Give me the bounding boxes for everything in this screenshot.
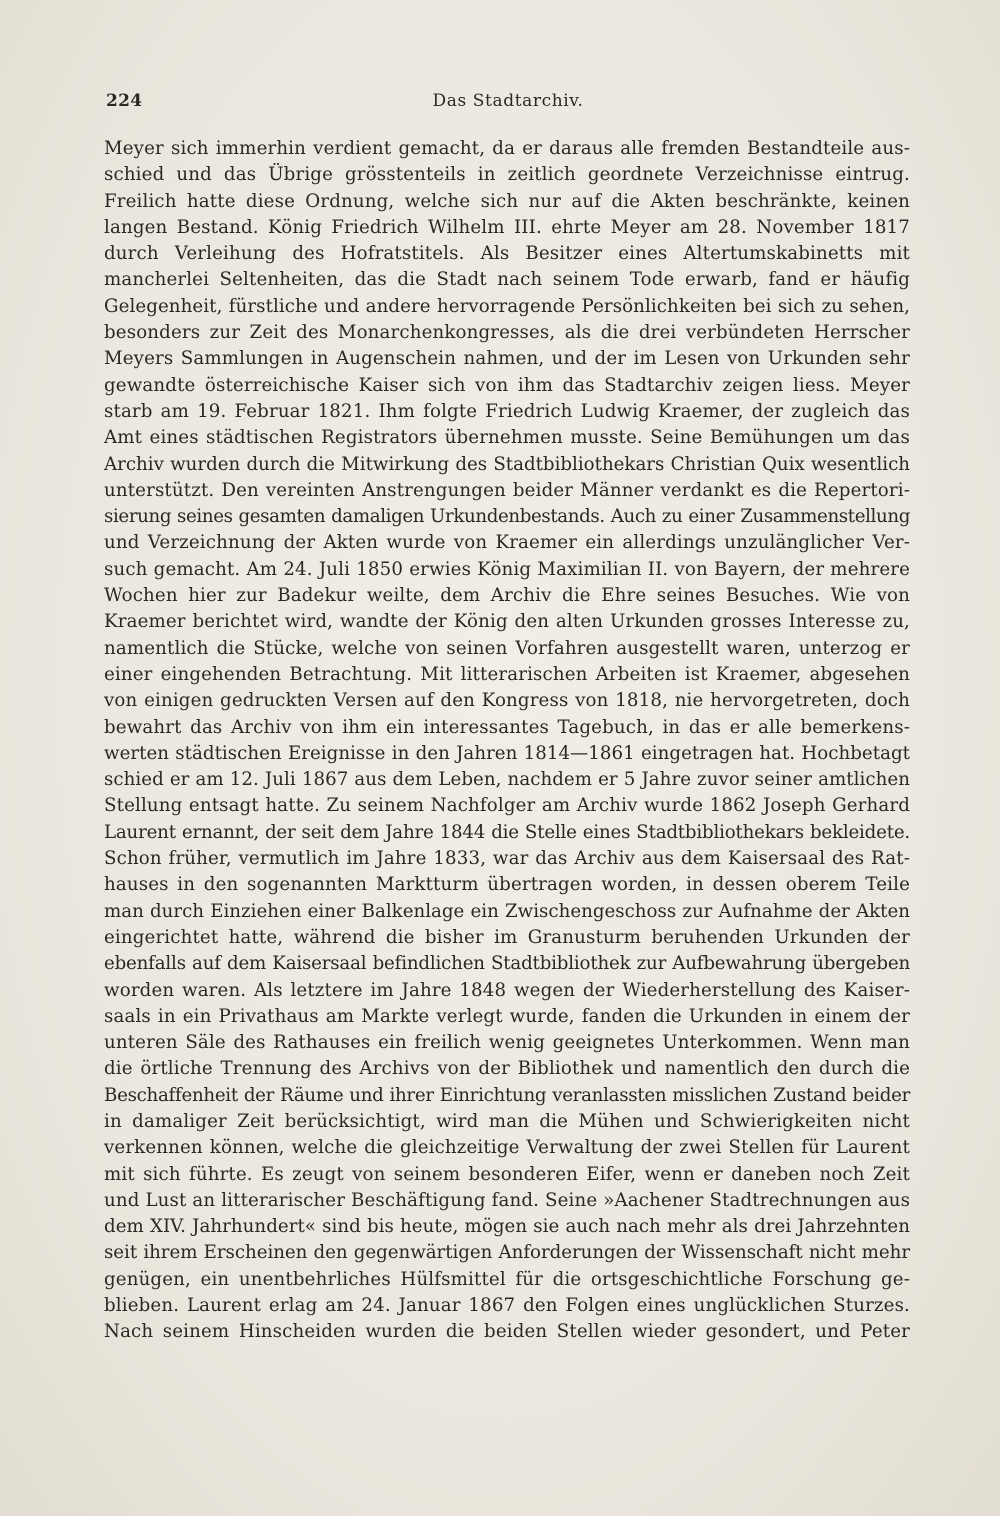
text-line: Freilich hatte diese Ordnung, welche sich nur auf die Akten beschränkte, keinen bbox=[104, 190, 910, 212]
text-line: sierung seines gesamten damaligen Urkundenbestands. Auch zu einer Zusammenstellung bbox=[104, 506, 910, 528]
text-line: mancherlei Seltenheiten, das die Stadt nach seinem Tode erwarb, fand er häufig bbox=[104, 269, 910, 291]
text-line: man durch Einziehen einer Balkenlage ein Zwischengeschoss zur Aufnahme der Akten bbox=[104, 900, 910, 922]
text-line: von einigen gedruckten Versen auf den Kongress von 1818, nie hervorgetreten, doch bbox=[104, 690, 910, 712]
text-line: gewandte österreichische Kaiser sich von ihm das Stadtarchiv zeigen liess. Meyer bbox=[104, 374, 910, 396]
text-line: eingerichtet hatte, während die bisher im Granusturm beruhenden Urkunden der bbox=[104, 926, 910, 948]
text-line: durch Verleihung des Hofratstitels. Als Besitzer eines Altertumskabinetts mit bbox=[104, 243, 910, 265]
text-line: die örtliche Trennung des Archivs von der Bibliothek und namentlich den durch die bbox=[104, 1058, 910, 1080]
text-line: genügen, ein unentbehrliches Hülfsmittel für die ortsgeschichtliche Forschung ge- bbox=[104, 1268, 910, 1290]
text-line: unterstützt. Den vereinten Anstrengungen beider Männer verdankt es die Repertori- bbox=[104, 479, 910, 501]
text-line: Beschaffenheit der Räume und ihrer Einrichtung veranlassten misslichen Zustand beider bbox=[104, 1084, 910, 1106]
text-line: Meyer sich immerhin verdient gemacht, da er daraus alle fremden Bestandteile aus- bbox=[104, 138, 910, 159]
running-title: Das Stadtarchiv. bbox=[432, 91, 584, 111]
text-line: und Verzeichnung der Akten wurde von Kraemer ein allerdings unzulänglicher Ver- bbox=[104, 532, 910, 554]
text-line: einer eingehenden Betrachtung. Mit litterarischen Arbeiten ist Kraemer, abgesehen bbox=[104, 663, 910, 685]
text-line: Amt eines städtischen Registrators übernehmen musste. Seine Bemühungen um das bbox=[104, 427, 910, 449]
text-line: Stellung entsagt hatte. Zu seinem Nachfolger am Archiv wurde 1862 Joseph Gerhard bbox=[104, 795, 910, 817]
text-line: schied und das Übrige grösstenteils in zeitlich geordnete Verzeichnisse eintrug. bbox=[104, 164, 910, 186]
text-line: worden waren. Als letztere im Jahre 1848 wegen der Wiederherstellung des Kaiser- bbox=[104, 979, 910, 1001]
text-line: in damaliger Zeit berücksichtigt, wird man die Mühen und Schwierigkeiten nicht bbox=[104, 1110, 910, 1132]
text-line: hauses in den sogenannten Marktturm übertragen worden, in dessen oberem Teile bbox=[104, 874, 910, 896]
text-line: werten städtischen Ereignisse in den Jahren 1814—1861 eingetragen hat. Hochbetagt bbox=[104, 742, 910, 764]
body-text bbox=[104, 136, 910, 1346]
text-line: namentlich die Stücke, welche von seinen Vorfahren ausgestellt waren, unterzog er bbox=[104, 637, 910, 659]
text-line: Wochen hier zur Badekur weilte, dem Archiv die Ehre seines Besuches. Wie von bbox=[104, 585, 910, 607]
text-line: mit sich führte. Es zeugt von seinem besonderen Eifer, wenn er daneben noch Zeit bbox=[104, 1163, 910, 1185]
text-line: Schon früher, vermutlich im Jahre 1833, war das Archiv aus dem Kaisersaal des Rat- bbox=[104, 848, 910, 870]
text-line: Gelegenheit, fürstliche und andere hervorragende Persönlichkeiten bei sich zu sehen, bbox=[104, 295, 910, 317]
text-line: Archiv wurden durch die Mitwirkung des Stadtbibliothekars Christian Quix wesentlich bbox=[104, 453, 910, 475]
text-line: Nach seinem Hinscheiden wurden die beiden Stellen wieder gesondert, und Peter bbox=[104, 1321, 910, 1343]
text-line: dem XIV. Jahrhundert« sind bis heute, mögen sie auch nach mehr als drei Jahrzehnten bbox=[104, 1216, 910, 1238]
text-line: blieben. Laurent erlag am 24. Januar 1867 den Folgen eines unglücklichen Sturzes. bbox=[104, 1295, 910, 1317]
text-line: unteren Säle des Rathauses ein freilich wenig geeignetes Unterkommen. Wenn man bbox=[104, 1032, 910, 1054]
text-line: seit ihrem Erscheinen den gegenwärtigen Anforderungen der Wissenschaft nicht mehr bbox=[104, 1242, 910, 1264]
text-line: schied er am 12. Juli 1867 aus dem Leben, nachdem er 5 Jahre zuvor seiner amtlichen bbox=[104, 769, 910, 791]
text-line: Meyers Sammlungen in Augenschein nahmen, und der im Lesen von Urkunden sehr bbox=[104, 348, 910, 370]
text-line: langen Bestand. König Friedrich Wilhelm III. ehrte Meyer am 28. November 1817 bbox=[104, 216, 910, 238]
text-line: starb am 19. Februar 1821. Ihm folgte Friedrich Ludwig Kraemer, der zugleich das bbox=[104, 400, 910, 422]
text-line: saals in ein Privathaus am Markte verlegt wurde, fanden die Urkunden in einem der bbox=[104, 1005, 910, 1027]
text-line: such gemacht. Am 24. Juli 1850 erwies König Maximilian II. von Bayern, der mehrere bbox=[104, 558, 910, 580]
text-line: Laurent ernannt, der seit dem Jahre 1844 die Stelle eines Stadtbibliothekars bekleidete. bbox=[104, 821, 910, 843]
text-line: ebenfalls auf dem Kaisersaal befindlichen Stadtbibliothek zur Aufbewahrung übergeben bbox=[104, 953, 910, 975]
text-line: bewahrt das Archiv von ihm ein interessantes Tagebuch, in das er alle bemerkens- bbox=[104, 716, 910, 738]
text-line: Kraemer berichtet wird, wandte der König den alten Urkunden grosses Interesse zu, bbox=[104, 611, 910, 633]
page-number: 224 bbox=[106, 91, 143, 111]
text-line: und Lust an litterarischer Beschäftigung fand. Seine »Aachener Stadtrechnungen aus bbox=[104, 1189, 911, 1211]
page-header bbox=[106, 86, 910, 116]
text-line: besonders zur Zeit des Monarchenkongresses, als die drei verbündeten Herrscher bbox=[104, 322, 910, 344]
text-line: verkennen können, welche die gleichzeitige Verwaltung der zwei Stellen für Laurent bbox=[104, 1137, 910, 1159]
